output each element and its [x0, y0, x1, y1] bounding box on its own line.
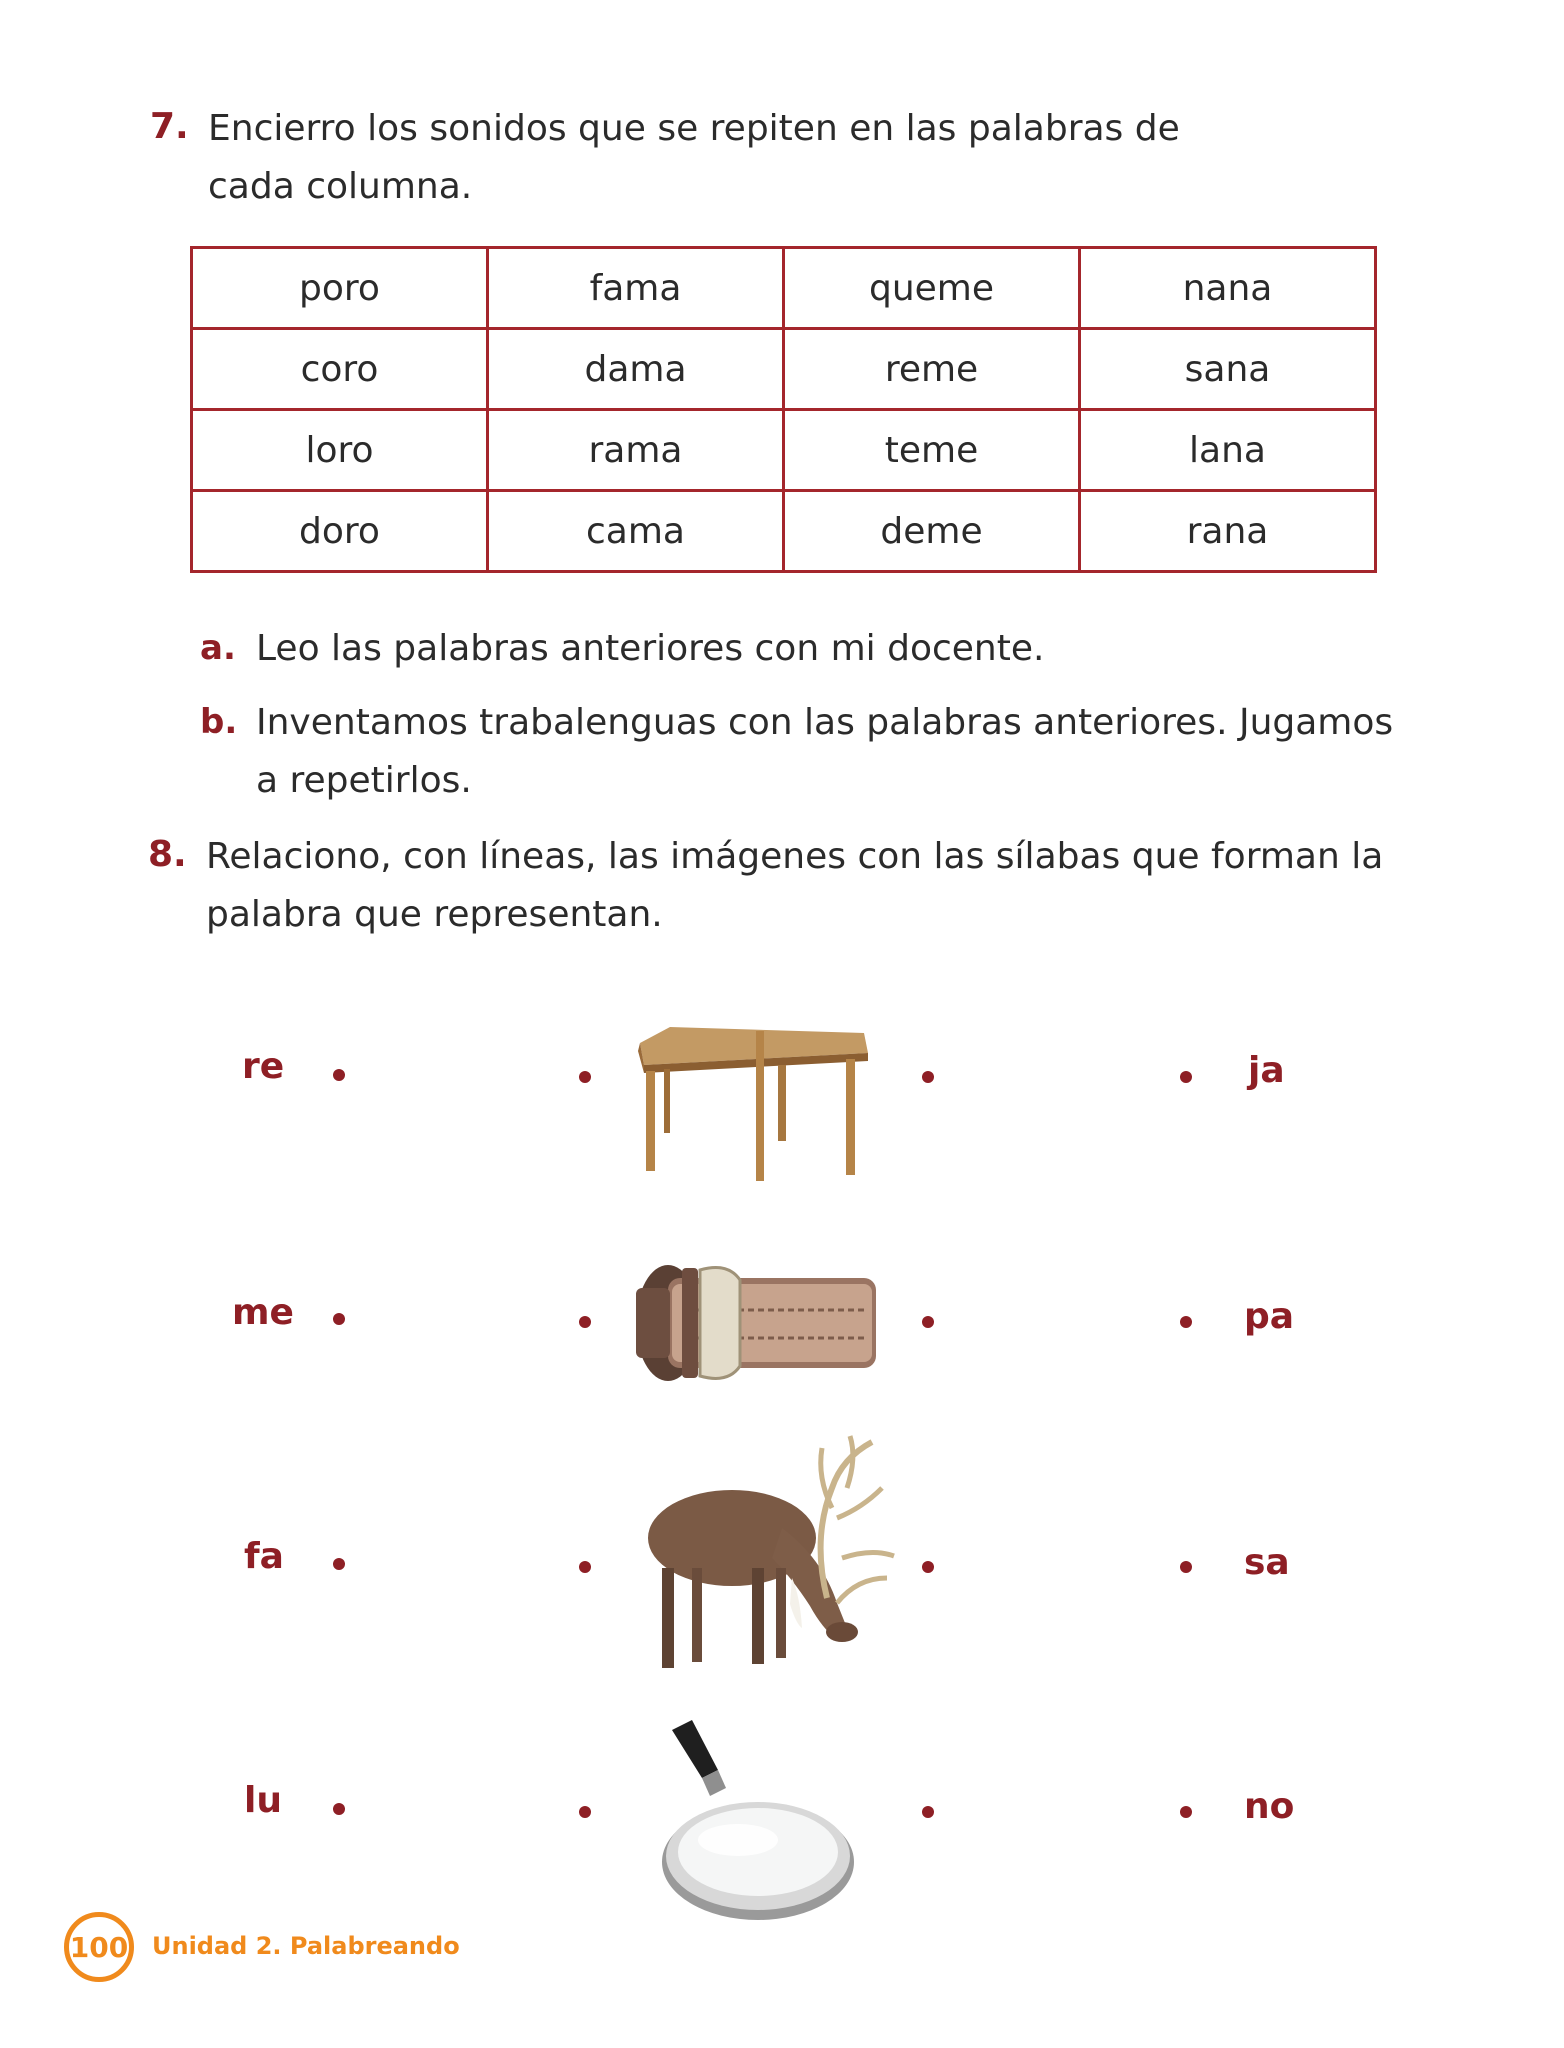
question-7-line-1: Encierro los sonidos que se repiten en las palabras de	[208, 108, 1180, 149]
sub-item-a-label: a.	[200, 628, 236, 668]
match-dot-right-2[interactable]	[1180, 1316, 1192, 1328]
table-cell: cama	[488, 491, 784, 572]
table-row	[192, 329, 1376, 410]
sub-item-b-line-1: Inventamos trabalenguas con las palabras anteriores. Jugamos	[256, 702, 1394, 743]
sub-item-a-text: Leo las palabras anteriores con mi docente.	[256, 628, 1045, 669]
match-dot-picture-right-4[interactable]	[922, 1806, 934, 1818]
match-dot-picture-right-3[interactable]	[922, 1561, 934, 1573]
words-table	[190, 246, 1377, 573]
right-syllable-ja: ja	[1248, 1050, 1285, 1091]
right-syllable-pa: pa	[1244, 1296, 1295, 1337]
table-cell: coro	[192, 329, 488, 410]
match-dot-right-3[interactable]	[1180, 1561, 1192, 1573]
match-dot-picture-right-2[interactable]	[922, 1316, 934, 1328]
question-8-line-2: palabra que representan.	[206, 894, 663, 935]
page-number-badge	[64, 1912, 134, 1982]
table-cell: deme	[784, 491, 1080, 572]
match-dot-left-2[interactable]	[333, 1313, 345, 1325]
match-dot-left-4[interactable]	[333, 1803, 345, 1815]
table-cell: nana	[1080, 248, 1376, 329]
left-syllable-me: me	[232, 1292, 294, 1333]
right-syllable-no: no	[1244, 1786, 1295, 1827]
page-number: 100	[69, 1930, 129, 1964]
match-dot-right-4[interactable]	[1180, 1806, 1192, 1818]
table-cell: rama	[488, 410, 784, 491]
question-7-number: 7.	[150, 106, 189, 147]
table-cell: loro	[192, 410, 488, 491]
table-cell: fama	[488, 248, 784, 329]
table-cell: lana	[1080, 410, 1376, 491]
table-cell: rana	[1080, 491, 1376, 572]
table-cell: dama	[488, 329, 784, 410]
table-cell: queme	[784, 248, 1080, 329]
sub-item-b-label: b.	[200, 702, 238, 742]
question-7-line-2: cada columna.	[208, 166, 473, 207]
match-dot-picture-left-1[interactable]	[579, 1071, 591, 1083]
question-8-number: 8.	[148, 834, 187, 875]
table-cell: reme	[784, 329, 1080, 410]
match-dot-left-3[interactable]	[333, 1558, 345, 1570]
table-row	[192, 410, 1376, 491]
table-cell: poro	[192, 248, 488, 329]
table-cell: doro	[192, 491, 488, 572]
match-dot-picture-right-1[interactable]	[922, 1071, 934, 1083]
table-picture	[628, 1025, 868, 1195]
match-dot-left-1[interactable]	[333, 1069, 345, 1081]
right-syllable-sa: sa	[1244, 1542, 1290, 1583]
left-syllable-re: re	[242, 1046, 285, 1087]
table-row	[192, 248, 1376, 329]
match-dot-picture-left-2[interactable]	[579, 1316, 591, 1328]
match-dot-picture-left-3[interactable]	[579, 1561, 591, 1573]
magnifier-picture	[658, 1712, 858, 1924]
belt-picture	[628, 1258, 878, 1388]
table-cell: teme	[784, 410, 1080, 491]
sub-item-b-line-2: a repetirlos.	[256, 760, 472, 801]
table-row	[192, 491, 1376, 572]
match-dot-picture-left-4[interactable]	[579, 1806, 591, 1818]
unit-title: Unidad 2. Palabreando	[152, 1932, 460, 1960]
question-8-line-1: Relaciono, con líneas, las imágenes con las sílabas que forman la	[206, 836, 1384, 877]
left-syllable-lu: lu	[244, 1780, 282, 1821]
reindeer-picture	[632, 1428, 902, 1674]
table-cell: sana	[1080, 329, 1376, 410]
match-dot-right-1[interactable]	[1180, 1071, 1192, 1083]
left-syllable-fa: fa	[244, 1536, 284, 1577]
